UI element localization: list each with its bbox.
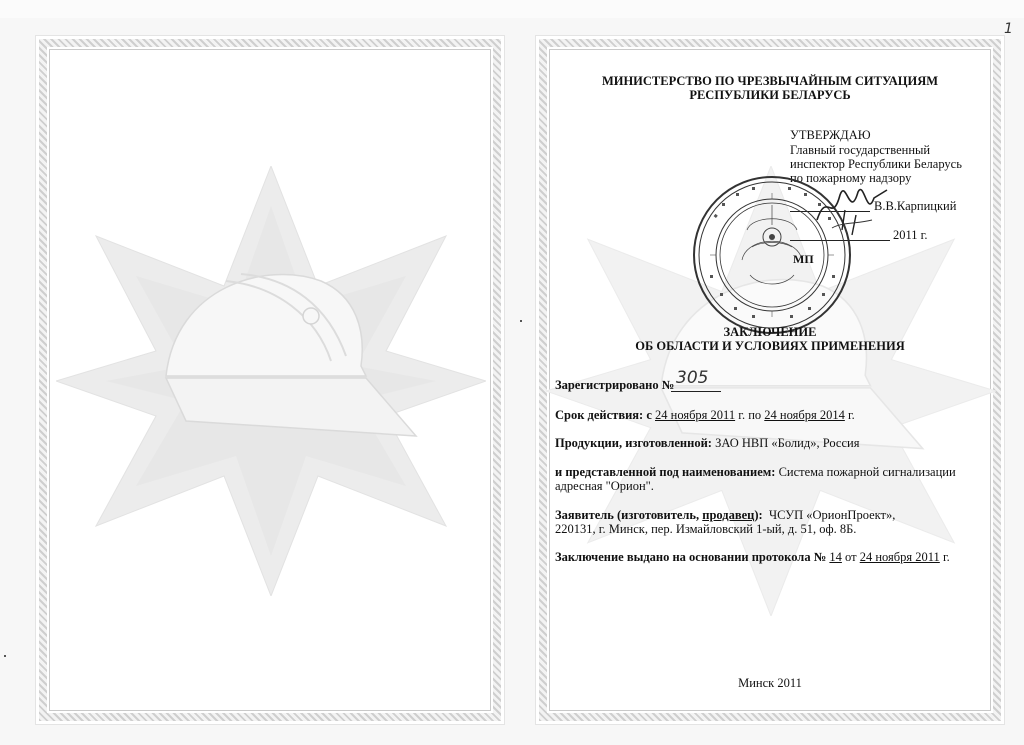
basis-date: 24 ноября 2011 [859,550,940,564]
applicant-value-1: ЧСУП «ОрионПроект», [768,508,896,522]
scan-edge [0,0,1024,18]
left-page [36,36,504,724]
basis-end: г. [942,550,950,564]
registered-underline [671,391,721,392]
star-helmet-emblem-watermark [56,166,486,596]
product-label: Продукции, изготовленной: [555,436,712,450]
applicant-row [555,508,895,523]
basis-number: 14 [829,550,842,564]
ministry-line-2: РЕСПУБЛИКИ БЕЛАРУСЬ [689,88,851,102]
approval-signer: В.В.Карпицкий [874,199,957,213]
registered-label: Зарегистрировано № [555,378,675,392]
name-row [555,465,956,480]
validity-row [555,408,855,423]
footer-place-year: Минск 2011 [738,676,802,690]
applicant-label-2: продавец [702,508,755,522]
approval-line-1: Главный государственный [790,143,931,157]
seal-mp-label: МП [793,252,814,266]
doc-title-1: ЗАКЛЮЧЕНИЕ [723,325,817,339]
applicant-label-1: Заявитель (изготовитель, [555,508,700,522]
validity-to: 24 ноября 2014 [764,408,845,422]
product-value: ЗАО НВП «Болид», Россия [715,436,860,450]
name-value-2: адресная "Орион". [555,479,654,493]
validity-label: Срок действия: с [555,408,652,422]
handwritten-signature [812,180,892,250]
approval-title: УТВЕРЖДАЮ [790,128,871,142]
validity-from: 24 ноября 2011 [655,408,736,422]
doc-title-2: ОБ ОБЛАСТИ И УСЛОВИЯХ ПРИМЕНЕНИЯ [635,339,905,353]
registered-number: 305 [676,368,709,388]
name-value-1: Система пожарной сигнализации [778,465,956,479]
validity-end: г. [847,408,855,422]
applicant-value-2: 220131, г. Минск, пер. Измайловский 1-ый, д. 51, оф. 8Б. [555,522,857,536]
basis-label: Заключение выдано на основании протокола № [555,550,827,564]
applicant-label-3: ): [754,508,763,522]
approval-line-3: по пожарному надзору [790,171,912,185]
product-row [555,436,859,451]
approval-year: 2011 г. [893,228,928,242]
page-number: 1 [1004,21,1013,37]
basis-mid: от [845,550,857,564]
scan-speck [4,655,6,657]
ministry-line-1: МИНИСТЕРСТВО ПО ЧРЕЗВЫЧАЙНЫМ СИТУАЦИЯМ [601,74,939,88]
approval-line-2: инспектор Республики Беларусь [790,157,962,171]
name-label: и представленной под наименованием: [555,465,776,479]
basis-row [555,550,950,565]
scan-speck [520,320,522,322]
validity-mid: г. по [738,408,762,422]
